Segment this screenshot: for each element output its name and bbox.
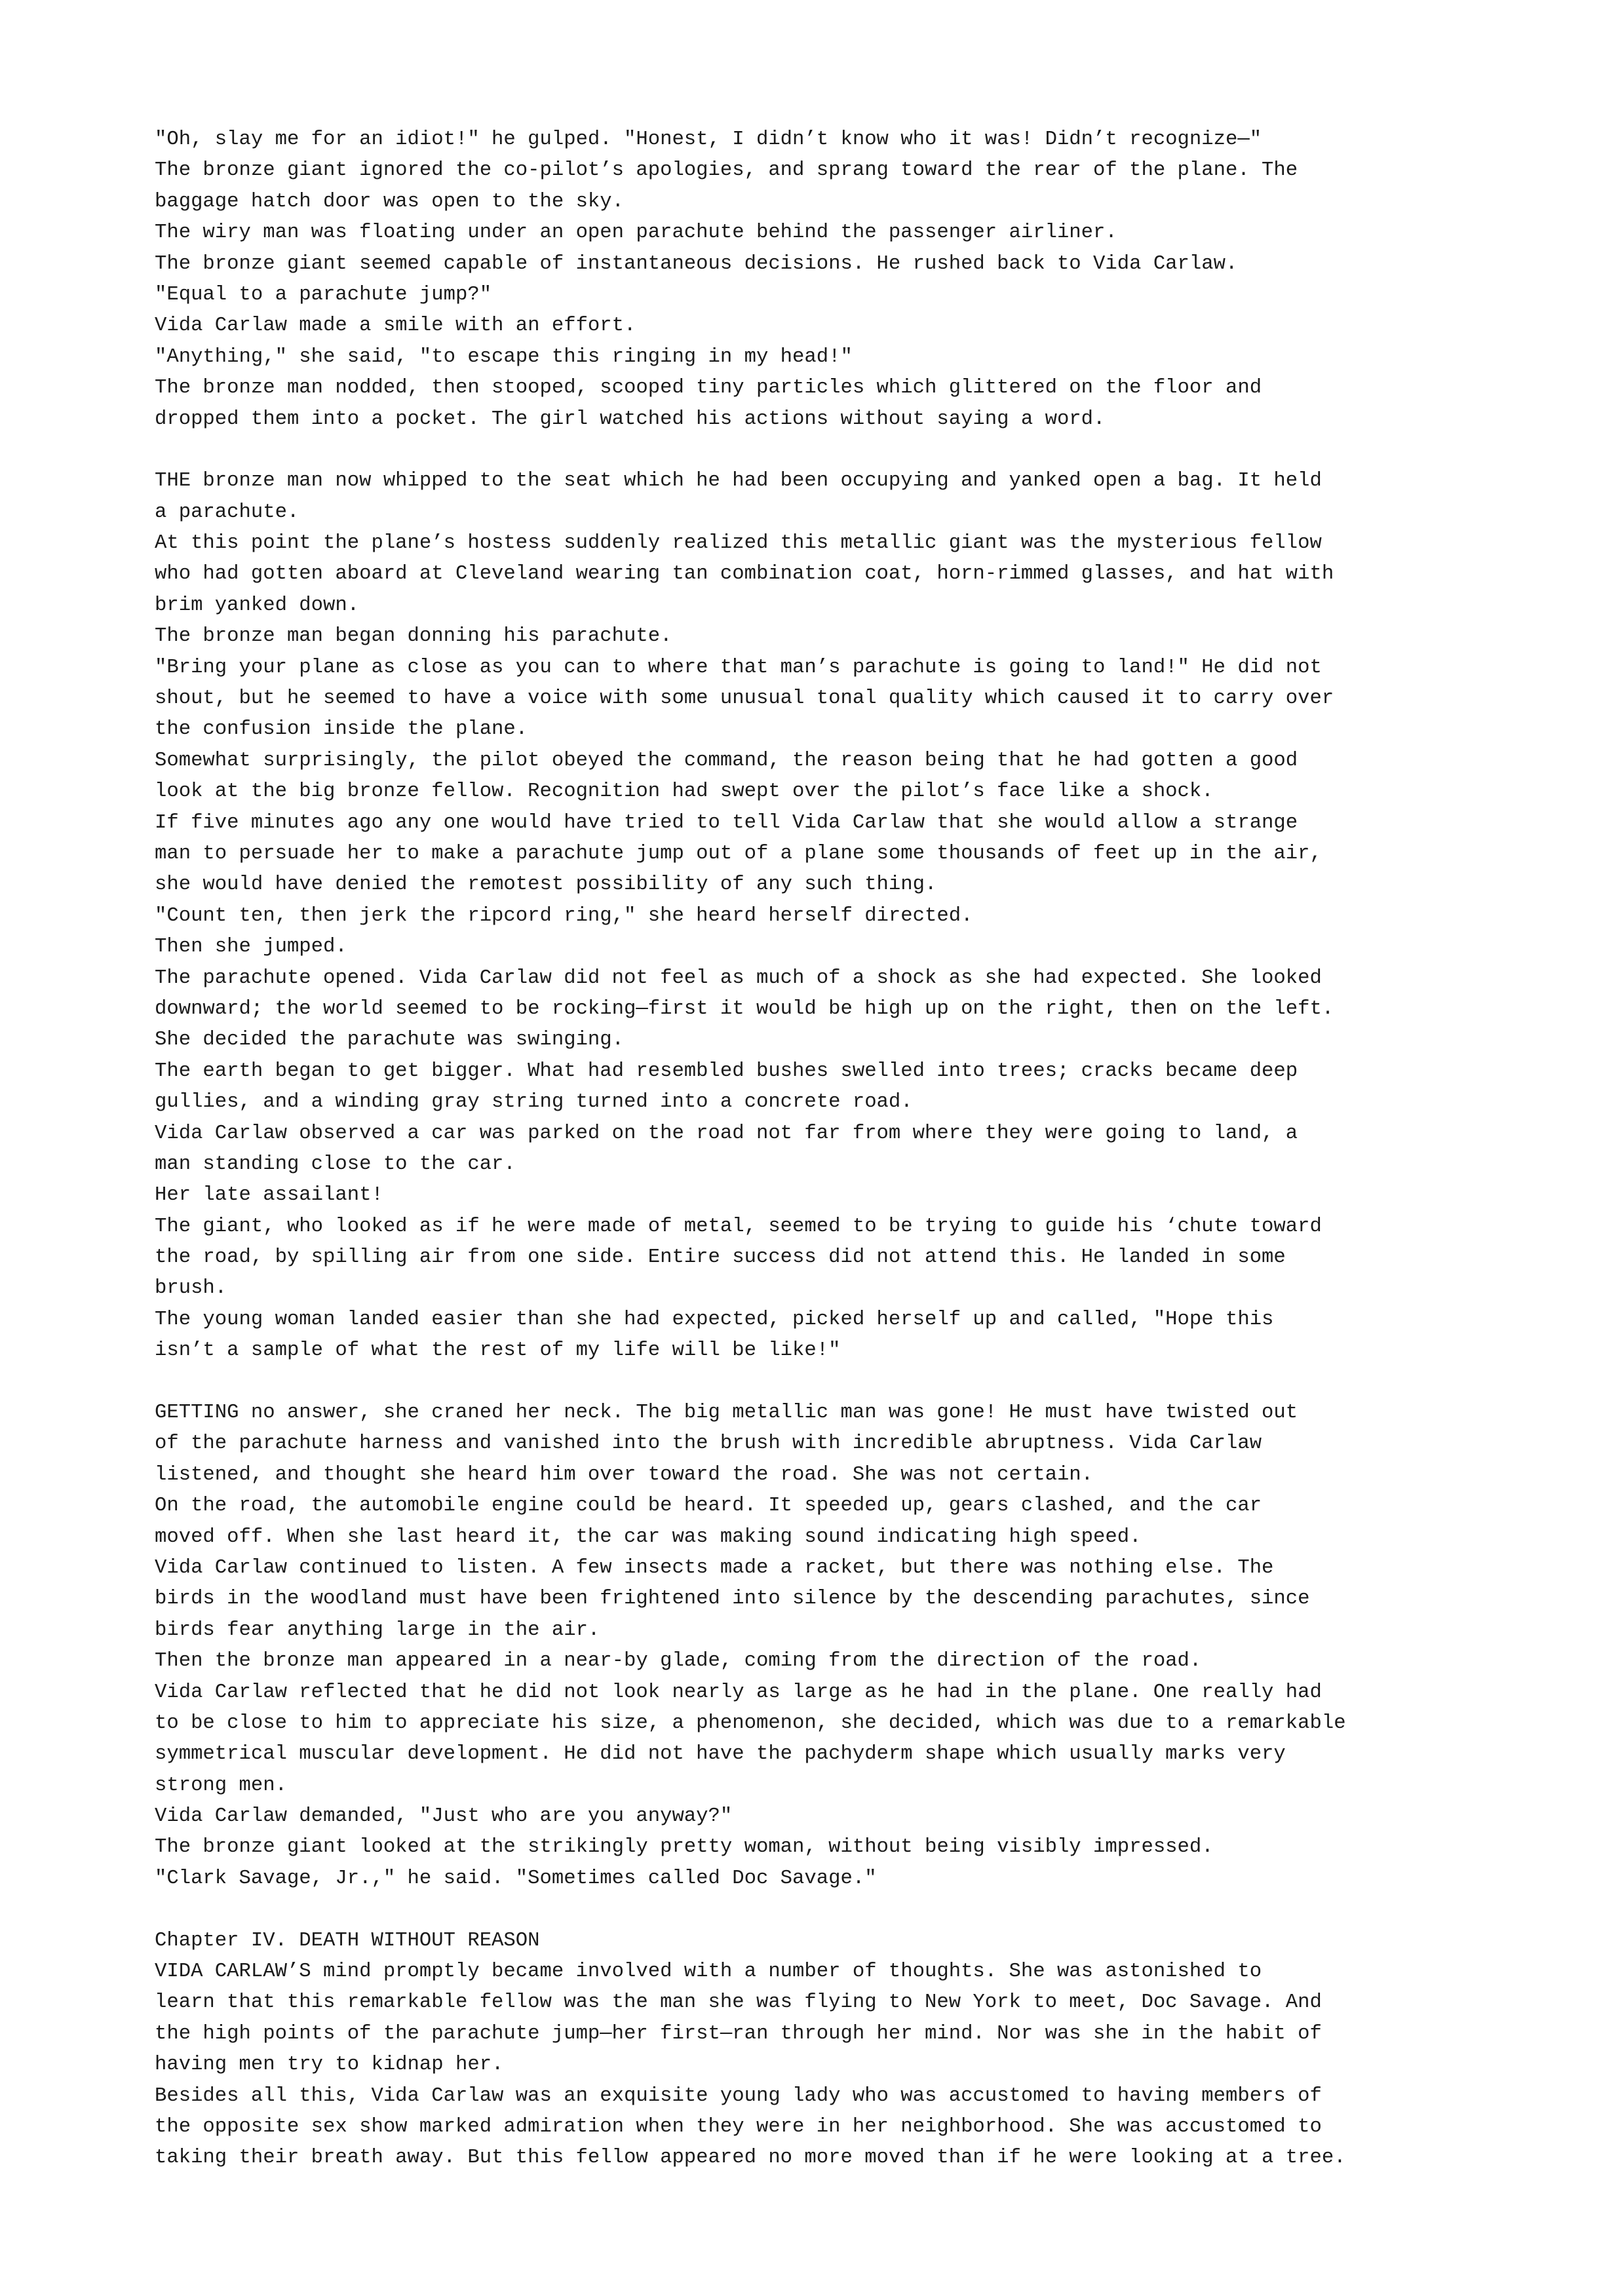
text-line: symmetrical muscular development. He did not have the pachyderm shape which usually marks very: [155, 1743, 1286, 1766]
text-line: Then she jumped.: [155, 936, 347, 959]
chapter-heading: Chapter IV. DEATH WITHOUT REASON: [155, 1929, 540, 1952]
text-line: "Clark Savage, Jr.," he said. "Sometimes called Doc Savage.": [155, 1867, 877, 1890]
section-break: [155, 1894, 1531, 1925]
text-line: the high points of the parachute jump—her first—ran through her mind. Nor was she in the habit of: [155, 2022, 1322, 2045]
text-line: If five minutes ago any one would have tried to tell Vida Carlaw that she would allow a strange: [155, 811, 1298, 834]
text-line: GETTING no answer, she craned her neck. The big metallic man was gone! He must have twisted out: [155, 1402, 1298, 1425]
text-line: On the road, the automobile engine could be heard. It speeded up, gears clashed, and the car: [155, 1495, 1262, 1518]
text-line: shout, but he seemed to have a voice with some unusual tonal quality which caused it to carry over: [155, 687, 1334, 710]
text-line: taking their breath away. But this fellow appeared no more moved than if he were looking at a tree.: [155, 2147, 1346, 2170]
text-line: man to persuade her to make a parachute jump out of a plane some thousands of feet up in the air,: [155, 842, 1322, 865]
text-line: "Oh, slay me for an idiot!" he gulped. "Honest, I didn’t know who it was! Didn’t recognize—": [155, 128, 1262, 151]
text-line: The bronze giant looked at the strikingly pretty woman, without being visibly impressed.: [155, 1836, 1214, 1859]
text-line: The bronze man nodded, then stooped, scooped tiny particles which glittered on the floor and: [155, 377, 1262, 400]
text-line: having men try to kidnap her.: [155, 2054, 504, 2076]
text-line: At this point the plane’s hostess suddenly realized this metallic giant was the mysterious fellow: [155, 532, 1322, 555]
text-line: brim yanked down.: [155, 594, 360, 617]
text-line: Vida Carlaw made a smile with an effort.: [155, 315, 636, 337]
text-line: Then the bronze man appeared in a near-by glade, coming from the direction of the road.: [155, 1650, 1202, 1673]
section-break: [155, 1367, 1531, 1398]
text-line: birds in the woodland must have been frightened into silence by the descending parachutes, since: [155, 1588, 1310, 1611]
text-line: Besides all this, Vida Carlaw was an exquisite young lady who was accustomed to having members of: [155, 2084, 1322, 2107]
text-section: [155, 1398, 1531, 1894]
text-line: Vida Carlaw reflected that he did not look nearly as large as he had in the plane. One really had: [155, 1681, 1322, 1704]
text-line: who had gotten aboard at Cleveland wearing tan combination coat, horn-rimmed glasses, and hat with: [155, 563, 1334, 586]
text-line: downward; the world seemed to be rocking—first it would be high up on the right, then on the left.: [155, 997, 1334, 1020]
text-line: The young woman landed easier than she had expected, picked herself up and called, "Hope this: [155, 1308, 1274, 1331]
text-line: Somewhat surprisingly, the pilot obeyed the command, the reason being that he had gotten a good: [155, 749, 1298, 772]
text-line: baggage hatch door was open to the sky.: [155, 190, 625, 213]
text-line: man standing close to the car.: [155, 1153, 516, 1176]
section-break: [155, 435, 1531, 466]
text-line: the opposite sex show marked admiration when they were in her neighborhood. She was accustomed to: [155, 2116, 1322, 2138]
text-line: "Bring your plane as close as you can to where that man’s parachute is going to land!" He did not: [155, 656, 1322, 679]
text-line: "Equal to a parachute jump?": [155, 283, 492, 306]
text-line: Vida Carlaw demanded, "Just who are you anyway?": [155, 1805, 733, 1828]
text-section: [155, 466, 1531, 1366]
document-page: [155, 124, 1531, 2174]
text-line: brush.: [155, 1277, 227, 1300]
text-line: The bronze giant seemed capable of instantaneous decisions. He rushed back to Vida Carlaw.: [155, 252, 1238, 275]
text-line: the confusion inside the plane.: [155, 718, 528, 741]
text-line: she would have denied the remotest possibility of any such thing.: [155, 873, 937, 896]
text-section: [155, 1926, 1531, 2174]
text-line: VIDA CARLAW’S mind promptly became involved with a number of thoughts. She was astonished to: [155, 1961, 1262, 1983]
text-line: isn’t a sample of what the rest of my life will be like!": [155, 1339, 841, 1362]
text-line: The earth began to get bigger. What had resembled bushes swelled into trees; cracks became deep: [155, 1060, 1298, 1082]
text-line: the road, by spilling air from one side. Entire success did not attend this. He landed in some: [155, 1246, 1286, 1269]
text-line: The giant, who looked as if he were made of metal, seemed to be trying to guide his ‘chute toward: [155, 1215, 1322, 1238]
text-line: THE bronze man now whipped to the seat which he had been occupying and yanked open a bag. It held: [155, 470, 1322, 493]
text-line: birds fear anything large in the air.: [155, 1618, 600, 1641]
text-line: strong men.: [155, 1774, 287, 1797]
text-line: look at the big bronze fellow. Recognition had swept over the pilot’s face like a shock.: [155, 780, 1214, 803]
text-line: The bronze man began donning his parachute.: [155, 625, 672, 648]
text-line: learn that this remarkable fellow was the man she was flying to New York to meet, Doc Savage. And: [155, 1991, 1322, 2014]
text-line: listened, and thought she heard him over toward the road. She was not certain.: [155, 1463, 1094, 1486]
text-line: dropped them into a pocket. The girl watched his actions without saying a word.: [155, 408, 1106, 430]
text-line: Her late assailant!: [155, 1184, 383, 1207]
text-line: The parachute opened. Vida Carlaw did not feel as much of a shock as she had expected. She looked: [155, 966, 1322, 989]
text-line: gullies, and a winding gray string turned into a concrete road.: [155, 1091, 913, 1114]
text-line: "Count ten, then jerk the ripcord ring," she heard herself directed.: [155, 904, 973, 927]
text-line: She decided the parachute was swinging.: [155, 1029, 625, 1052]
text-line: of the parachute harness and vanished into the brush with incredible abruptness. Vida Carlaw: [155, 1432, 1262, 1455]
text-line: "Anything," she said, "to escape this ringing in my head!": [155, 345, 853, 368]
text-line: moved off. When she last heard it, the car was making sound indicating high speed.: [155, 1525, 1142, 1548]
text-line: to be close to him to appreciate his size, a phenomenon, she decided, which was due to a remarkable: [155, 1712, 1346, 1734]
text-line: a parachute.: [155, 501, 299, 524]
text-line: The wiry man was floating under an open parachute behind the passenger airliner.: [155, 221, 1117, 244]
text-line: Vida Carlaw observed a car was parked on the road not far from where they were going to land, a: [155, 1122, 1298, 1145]
text-section: [155, 124, 1531, 435]
text-line: The bronze giant ignored the co-pilot’s apologies, and sprang toward the rear of the plane. The: [155, 159, 1298, 182]
text-line: Vida Carlaw continued to listen. A few insects made a racket, but there was nothing else. The: [155, 1556, 1274, 1579]
